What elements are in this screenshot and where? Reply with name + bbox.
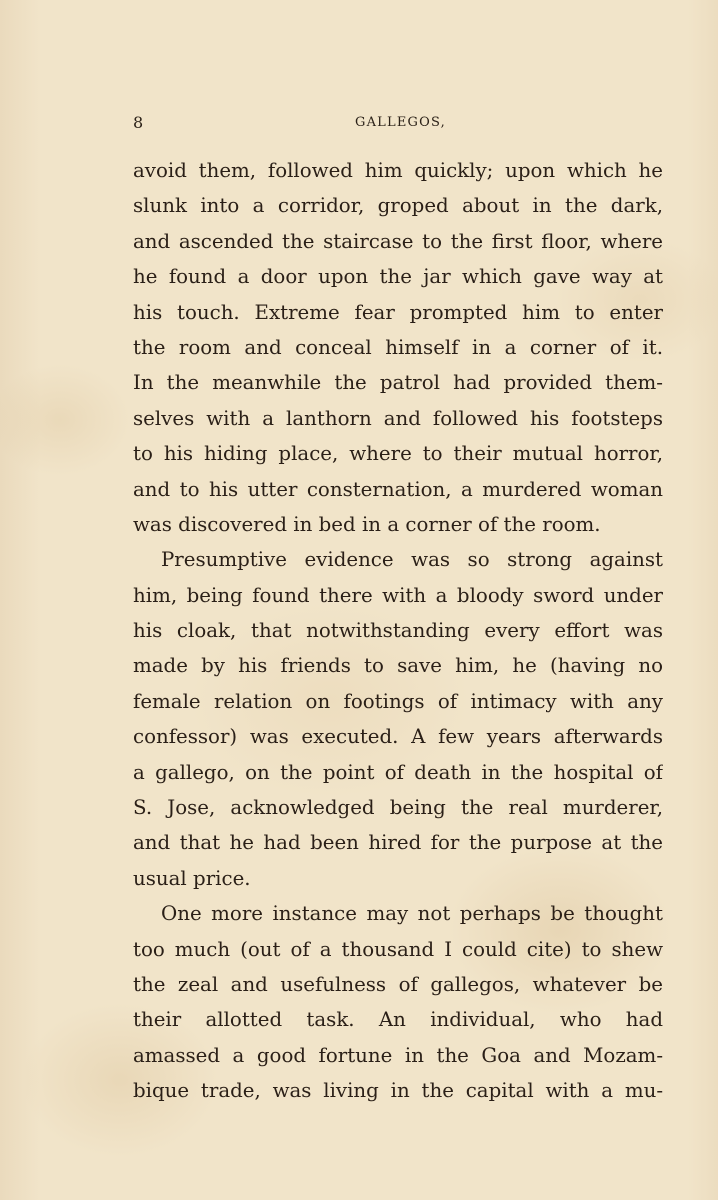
text-line: S. Jose, acknowledged being the real murderer, bbox=[133, 796, 663, 820]
text-line: him, being found there with a bloody sword under bbox=[133, 583, 663, 607]
text-line: In the meanwhile the patrol had provided them- bbox=[133, 371, 663, 395]
text-line: usual price. bbox=[133, 866, 251, 890]
text-line: and ascended the staircase to the first floor, where bbox=[133, 229, 663, 253]
body-text bbox=[133, 153, 663, 1109]
text-line: confessor) was executed. A few years afterwards bbox=[133, 725, 663, 749]
text-line: was discovered in bed in a corner of the room. bbox=[133, 512, 601, 536]
paragraph-first-line: Presumptive evidence was so strong against bbox=[161, 548, 663, 572]
text-line: and that he had been hired for the purpose at the bbox=[133, 831, 663, 855]
text-line: bique trade, was living in the capital with a mu- bbox=[133, 1079, 663, 1103]
text-line: he found a door upon the jar which gave way at bbox=[133, 265, 663, 289]
text-line: the zeal and usefulness of gallegos, whatever be bbox=[133, 972, 663, 996]
text-line: and to his utter consternation, a murdered woman bbox=[133, 477, 663, 501]
text-line: avoid them, followed him quickly; upon which he bbox=[133, 159, 663, 182]
text-line: a gallego, on the point of death in the hospital of bbox=[133, 760, 663, 784]
text-line: too much (out of a thousand I could cite) to shew bbox=[133, 937, 663, 961]
text-line: their allotted task. An individual, who had bbox=[133, 1008, 663, 1032]
text-line: the room and conceal himself in a corner of it. bbox=[133, 335, 663, 359]
running-title: GALLEGOS, bbox=[355, 115, 446, 130]
text-line: his touch. Extreme fear prompted him to enter bbox=[133, 300, 663, 324]
page-number: 8 bbox=[133, 113, 144, 132]
page-header bbox=[133, 113, 663, 137]
text-line: his cloak, that notwithstanding every effort was bbox=[133, 619, 663, 643]
paragraph-first-line: One more instance may not perhaps be thought bbox=[161, 902, 663, 926]
text-line: made by his friends to save him, he (having no bbox=[133, 654, 663, 678]
text-line: slunk into a corridor, groped about in the dark, bbox=[133, 194, 663, 218]
text-line: selves with a lanthorn and followed his footsteps bbox=[133, 406, 663, 430]
text-line: female relation on footings of intimacy with any bbox=[133, 689, 663, 713]
text-line: to his hiding place, where to their mutual horror, bbox=[133, 442, 663, 466]
text-line: amassed a good fortune in the Goa and Mozam- bbox=[133, 1043, 663, 1067]
